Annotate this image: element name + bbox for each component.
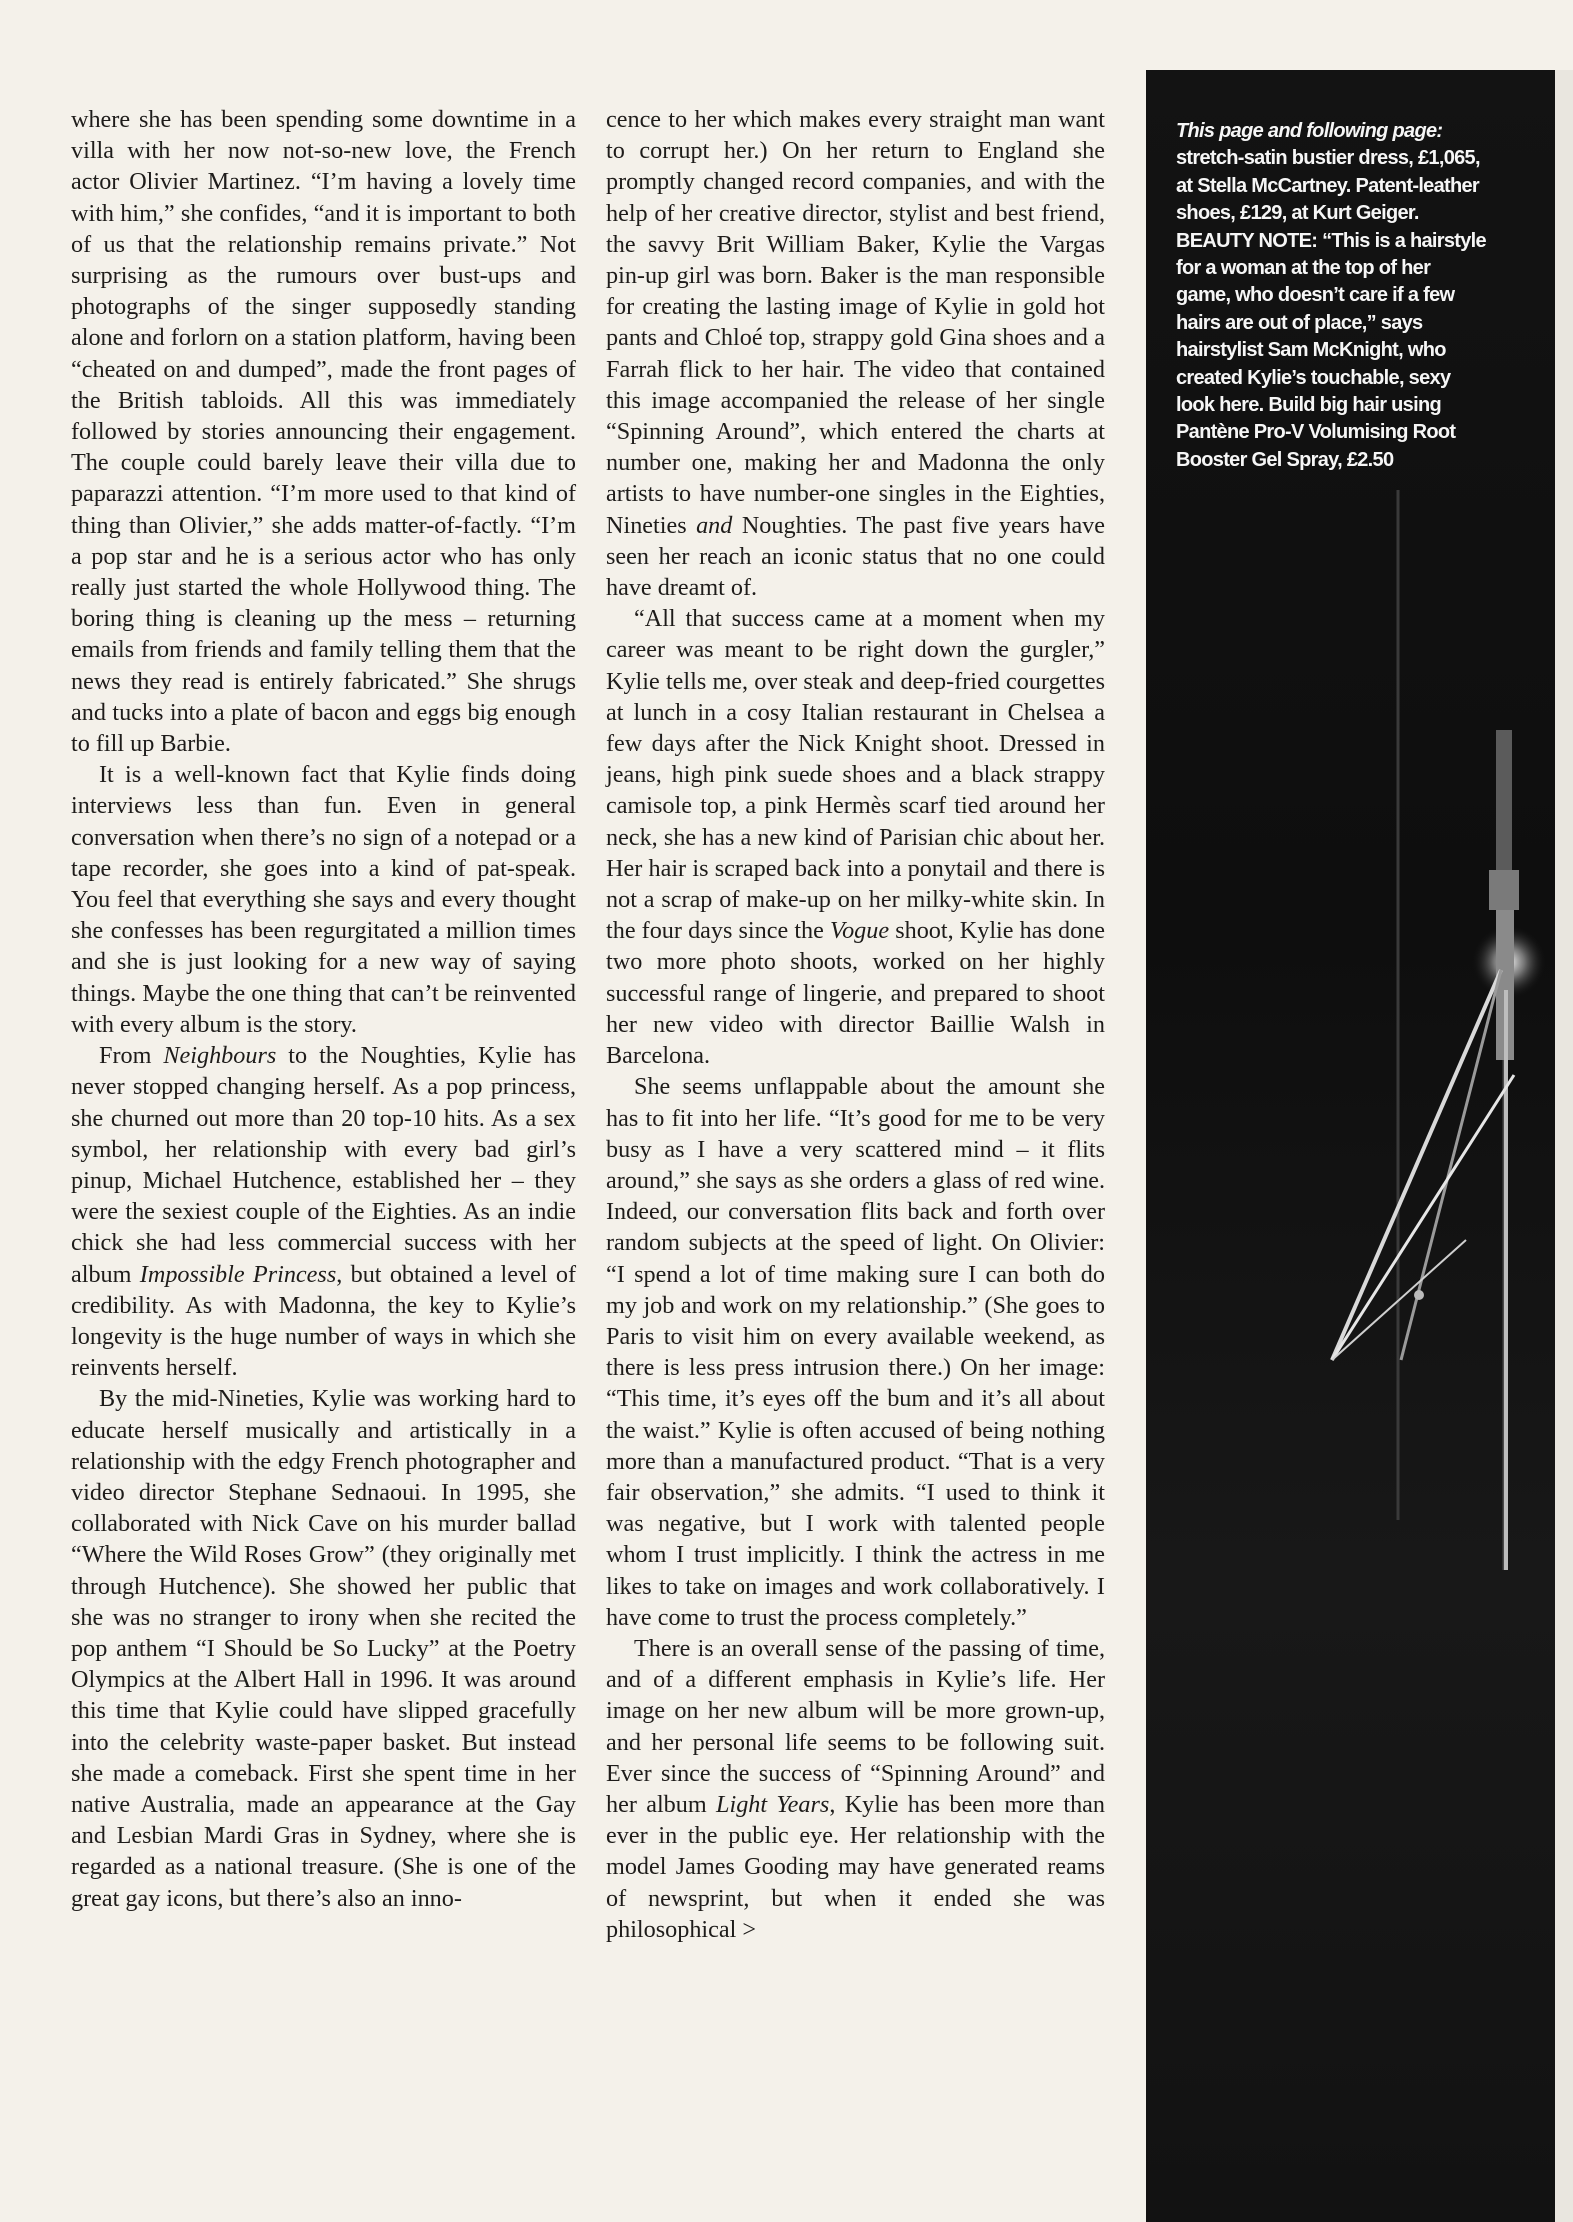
italic-title: Neighbours xyxy=(163,1042,277,1070)
text-run: to the Noughties, Kylie has never stopped changing herself. As a pop princess, she churned out more than 20 top-10 hits. As a sex symbol, her relationship with every bad girl’s pinup, Michael Hutchence, established her – they were the sexiest couple of the Eighties. As an indie chick she had less commercial success with her album xyxy=(71,1042,576,1288)
paragraph: where she has been spending some downtime in a villa with her now not-so-new love, the French actor Olivier Martinez. “I’m having a lovely time with him,” she confides, “and it is important to both of us that the relationship remains private.” Not surprising as the rumours over bust-ups and photographs of the singer supposedly standing alone and forlorn on a station platform, having been “cheated on and dumped”, made the front pages of the British tabloids. All this was immediately followed by stories announcing their engagement. The couple could barely leave their villa due to paparazzi attention. “I’m more used to that kind of thing than Olivier,” she adds matter-of-factly. “I’m a pop star and he is a serious actor who has only really just started the whole Hollywood thing. The boring thing is cleaning up the mess – returning emails from friends and family telling them that the news they read is entirely fabricated.” She shrugs and tucks into a plate of bacon and eggs big enough to fill up Barbie. xyxy=(71,106,576,758)
photo-caption xyxy=(1176,118,1486,474)
italic-title: Impossible Princess xyxy=(139,1260,337,1288)
paragraph: It is a well-known fact that Kylie finds doing interviews less than fun. Even in general conversation when there’s no sign of a notepad or a tape recorder, she goes into a kind of pat-speak. You feel that everything she says and every thought she confesses has been regurgitated a million times and she is just looking for a new way of saying things. Maybe the one thing that can’t be reinvented with every album is the story. xyxy=(71,761,576,1038)
paragraph xyxy=(606,104,1105,603)
text-run: , Kylie has been more than ever in the public eye. Her relationship with the model James Gooding may have generated reams of newsprint, but when it ended she was philosophical > xyxy=(606,1790,1106,1943)
caption-lead: This page and following page: xyxy=(1176,120,1443,142)
paragraph xyxy=(71,1040,576,1383)
paragraph: By the mid-Nineties, Kylie was working hard to educate herself musically and artistically in a relationship with the edgy French photographer and video director Stephane Sednaoui. In 1995, she collaborated with Nick Cave on his murder ballad “Where the Wild Roses Grow” (they originally met through Hutchence). She showed her public that she was no stranger to irony when she recited the pop anthem “I Should be So Lucky” at the Poetry Olympics at the Albert Hall in 1996. It was around this time that Kylie could have slipped gracefully into the celebrity waste-paper basket. But instead she made a comeback. First she spent time in her native Australia, made an appearance at the Gay and Lesbian Mardi Gras in Sydney, where she is regarded as a national treasure. (She is one of the great gay icons, but there’s also an inno- xyxy=(71,1385,576,1912)
paragraph xyxy=(606,603,1105,1071)
text-run: There is an overall sense of the passing of time, and of a different emphasis in Kylie’s life. Her image on her new album will be more grown-up, and her personal life seems to be following suit. Ever since the success of “Spinning Around” and her album xyxy=(606,1634,1105,1818)
paragraph: She seems unflappable about the amount she has to fit into her life. “It’s good for me to be very busy as I have a very scattered mind – it flits around,” she says as she orders a glass of red wine. Indeed, our conversation flits back and forth over random subjects at the speed of light. On Olivier: “I spend a lot of time making sure I can both do my job and work on my relationship.” (She goes to Paris to visit him on every available weekend, as there is less press intrusion there.) On her image: “This time, it’s eyes off the bum and it’s all about the waist.” Kylie is often accused of being nothing more than a manufactured product. “That is a very fair observation,” she admits. “I used to think it was negative, but I work with talented people whom I trust implicitly. I think the actress in me likes to take on images and work collaboratively. I have come to trust the process completely.” xyxy=(606,1073,1105,1631)
article-column-left xyxy=(71,104,576,1914)
caption-body: stretch-satin bustier dress, £1,065, at Stella McCartney. Patent-leather shoes, £129, at Kurt Geiger. BEAUTY NOTE: “This is a hairstyle for a woman at the top of her game, who doesn’t care if a few hairs are out of place,” says hairstylist Sam McKnight, who created Kylie’s touchable, sexy look here. Build big hair using Pantène Pro-V Volumising Root Booster Gel Spray, £2.50 xyxy=(1176,147,1486,471)
text-run: shoot, Kylie has done two more photo shoots, worked on her highly successful range of lingerie, and prepared to shoot her new video with director Baillie Walsh in Barcelona. xyxy=(606,917,1105,1070)
text-run: cence to her which makes every straight man want to corrupt her.) On her return to England she promptly changed record companies, and with the help of her creative director, stylist and best friend, the savvy Brit William Baker, Kylie the Vargas pin-up girl was born. Baker is the man responsible for creating the lasting image of Kylie in gold hot pants and Chloé top, strappy gold Gina shoes and a Farrah flick to her hair. The video that contained this image accompanied the release of her single “Spinning Around”, which entered the charts at number one, making her and Madonna the only artists to have number-one singles in the Eighties, Nineties xyxy=(606,106,1105,539)
text-run: Noughties. The past five years have seen her reach an iconic status that no one could have dreamt of. xyxy=(606,511,1106,602)
paragraph xyxy=(606,1633,1105,1945)
text-run: “All that success came at a moment when my career was meant to be right down the gurgler,” Kylie tells me, over steak and deep-fried courgettes at lunch in a cosy Italian restaurant in Chelsea a few days after the Nick Knight shoot. Dressed in jeans, high pink suede shoes and a black strappy camisole top, a pink Hermès scarf tied around her neck, she has a new kind of Parisian chic about her. Her hair is scraped back into a ponytail and there is not a scrap of make-up on her milky-white skin. In the four days since the xyxy=(606,605,1105,945)
text-run: From xyxy=(99,1042,164,1070)
italic-title: Vogue xyxy=(829,917,890,945)
text-run: , but obtained a level of credibility. As with Madonna, the key to Kylie’s longevity is the huge number of ways in which she reinvents herself. xyxy=(71,1260,576,1382)
italic-word: and xyxy=(696,511,733,539)
article-column-middle xyxy=(606,104,1105,1945)
italic-title: Light Years xyxy=(716,1790,830,1818)
